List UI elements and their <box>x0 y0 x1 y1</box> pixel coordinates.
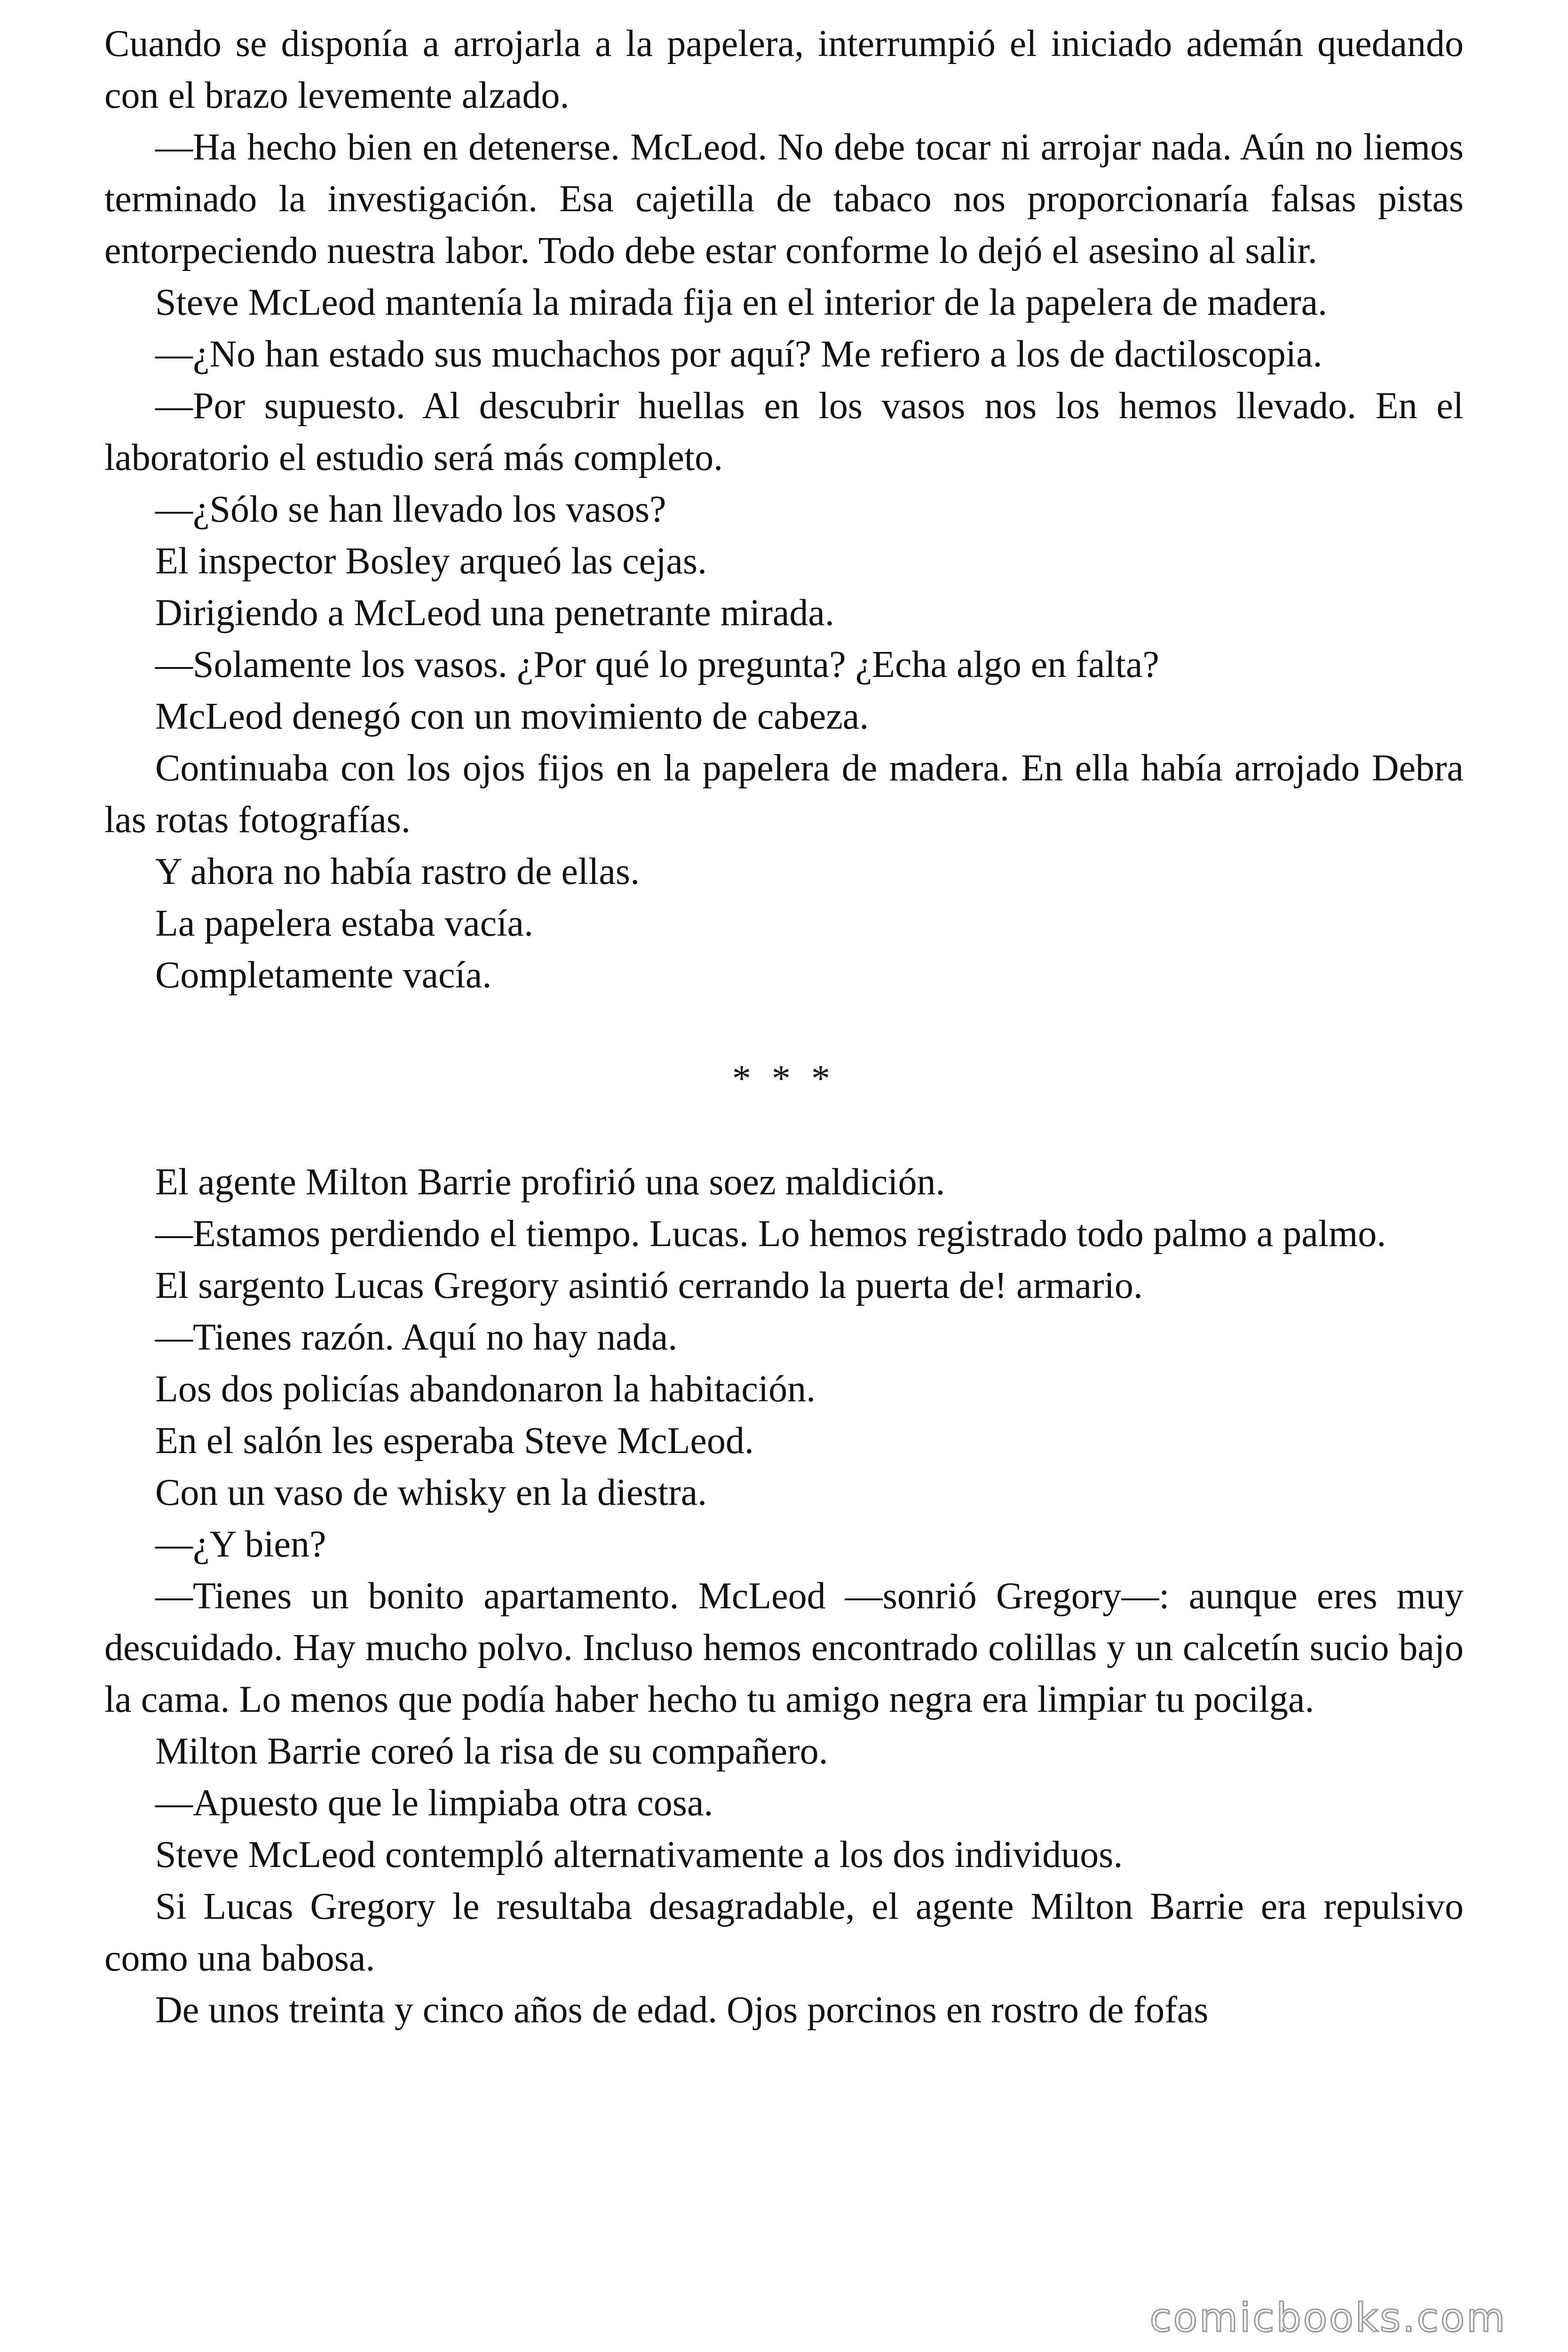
paragraph: —Solamente los vasos. ¿Por qué lo pregunta? ¿Echa algo en falta? <box>155 644 1159 685</box>
paragraph: De unos treinta y cinco años de edad. Ojos porcinos en rostro de fofas <box>155 1989 1209 2031</box>
paragraph: Y ahora no había rastro de ellas. <box>155 851 640 892</box>
paragraph: La papelera estaba vacía. <box>155 903 533 944</box>
paragraph: El inspector Bosley arqueó las cejas. <box>155 540 707 582</box>
paragraph: El agente Milton Barrie profirió una soez maldición. <box>155 1161 945 1203</box>
paragraph: Milton Barrie coreó la risa de su compañero. <box>155 1731 828 1772</box>
scene-break-separator: * * * <box>732 1058 836 1099</box>
paragraph: —¿No han estado sus muchachos por aquí? Me refiero a los de dactiloscopia. <box>155 334 1323 375</box>
paragraph: Completamente vacía. <box>155 954 492 996</box>
watermark-logo: comicbooks.com <box>1149 2295 1507 2341</box>
paragraph: —Estamos perdiendo el tiempo. Lucas. Lo hemos registrado todo palmo a palmo. <box>155 1213 1386 1255</box>
paragraph: McLeod denegó con un movimiento de cabeza. <box>155 696 869 737</box>
paragraph: Steve McLeod mantenía la mirada fija en el interior de la papelera de madera. <box>155 282 1328 323</box>
paragraph: —Tienes un bonito apartamento. McLeod —sonrió Gregory—: aunque eres muy descuidado. Hay mucho polvo. Incluso hemos encontrado colillas y un calcetín sucio bajo la cama. Lo menos que podía haber hecho tu amigo negra era limpiar tu pocilga. <box>104 1575 1464 1720</box>
paragraph: —Apuesto que le limpiaba otra cosa. <box>155 1782 713 1824</box>
book-page <box>104 18 1464 2036</box>
paragraph: —Tienes razón. Aquí no hay nada. <box>155 1317 678 1358</box>
paragraph: —Ha hecho bien en detenerse. McLeod. No debe tocar ni arrojar nada. Aún no liemos terminado la investigación. Esa cajetilla de tabaco nos proporcionaría falsas pistas entorpeciendo nuestra labor. Todo debe estar conforme lo dejó el asesino al salir. <box>104 127 1464 271</box>
paragraph: Con un vaso de whisky en la diestra. <box>155 1472 707 1513</box>
paragraph: Dirigiendo a McLeod una penetrante mirada. <box>155 592 834 634</box>
text-section-after-break <box>104 1156 1464 2036</box>
text-section-before-break <box>104 18 1464 1001</box>
paragraph: —Por supuesto. Al descubrir huellas en los vasos nos los hemos llevado. En el laboratorio el estudio será más completo. <box>104 385 1464 478</box>
paragraph: —¿Y bien? <box>155 1524 326 1565</box>
paragraph: Los dos policías abandonaron la habitación. <box>155 1368 816 1410</box>
paragraph: —¿Sólo se han llevado los vasos? <box>155 489 666 530</box>
paragraph: Steve McLeod contempló alternativamente a los dos individuos. <box>155 1834 1123 1875</box>
paragraph: El sargento Lucas Gregory asintió cerrando la puerta de! armario. <box>155 1265 1143 1306</box>
paragraph: En el salón les esperaba Steve McLeod. <box>155 1420 754 1462</box>
paragraph: Continuaba con los ojos fijos en la papelera de madera. En ella había arrojado Debra las rotas fotografías. <box>104 747 1464 841</box>
paragraph: Si Lucas Gregory le resultaba desagradable, el agente Milton Barrie era repulsivo como una babosa. <box>104 1886 1464 1979</box>
paragraph: Cuando se disponía a arrojarla a la papelera, interrumpió el iniciado ademán quedando con el brazo levemente alzado. <box>104 23 1464 116</box>
